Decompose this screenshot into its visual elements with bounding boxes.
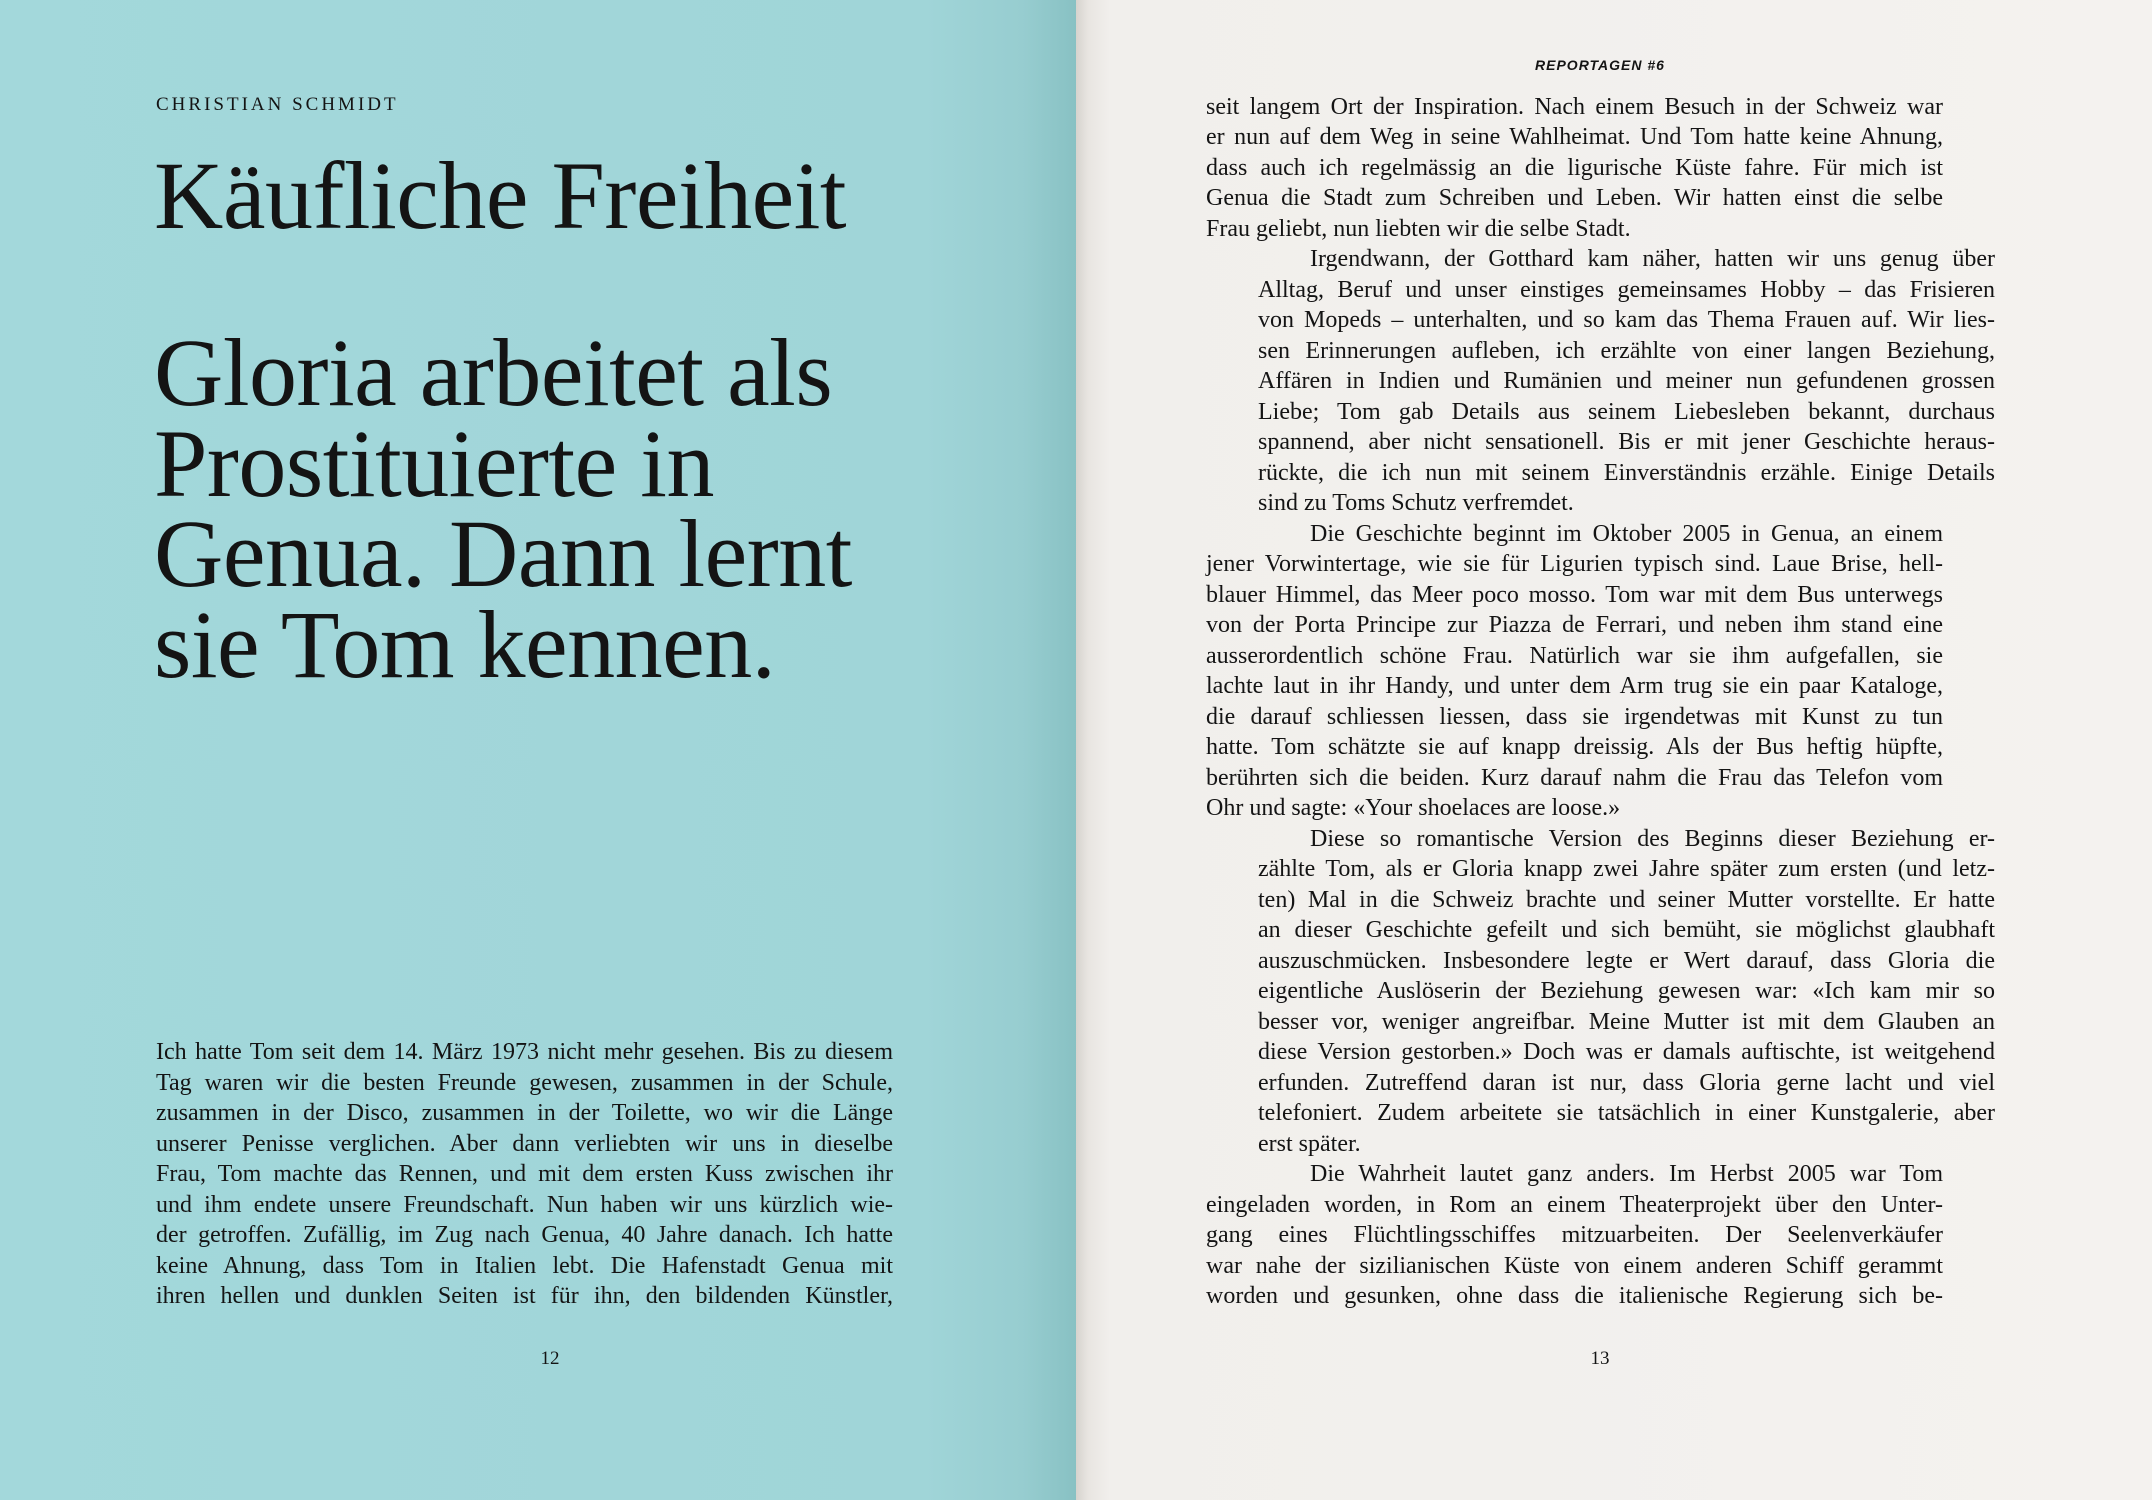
text-line: Alltag, Beruf und unser einstiges gemeinsames Hobby – das Frisieren — [1258, 276, 1995, 303]
paragraph — [156, 1037, 893, 1312]
lead-line: Prostituierte in — [154, 409, 714, 517]
text-line: der getroffen. Zufällig, im Zug nach Genua, 40 Jahre danach. Ich hatte — [156, 1222, 893, 1248]
text-line: erfunden. Zutreffend daran ist nur, dass Gloria gerne lacht und viel — [1258, 1069, 1995, 1096]
text-line: blauer Himmel, das Meer poco mosso. Tom war mit dem Bus unterwegs — [1206, 581, 1943, 608]
text-line: eigentliche Auslöserin der Beziehung gewesen war: «Ich kam mir so — [1258, 978, 1995, 1004]
text-line: er nun auf dem Weg in seine Wahlheimat. Und Tom hatte keine Ahnung, — [1206, 124, 1943, 150]
text-line: Frau, Tom machte das Rennen, und mit dem ersten Kuss zwischen ihr — [156, 1161, 893, 1187]
text-line: sen Erinnerungen aufleben, ich erzählte von einer langen Beziehung, — [1258, 337, 1995, 364]
text-line: telefoniert. Zudem arbeitete sie tatsächlich in einer Kunstgalerie, aber — [1258, 1100, 1995, 1126]
lead-line: Gloria arbeitet als — [154, 319, 833, 426]
text-line: ten) Mal in die Schweiz brachte und seiner Mutter vorstellte. Er hatte — [1258, 886, 1995, 913]
text-line: unserer Penisse verglichen. Aber dann verliebten wir uns in dieselbe — [156, 1130, 893, 1157]
lead-line: sie Tom kennen. — [154, 590, 776, 698]
page-number-left: 12 — [540, 1348, 560, 1369]
text-line: berührten sich die beiden. Kurz darauf nahm die Frau das Telefon vom — [1206, 764, 1943, 791]
text-line: Ohr und sagte: «Your shoelaces are loose.» — [1206, 795, 1621, 821]
text-line: besser vor, weniger angreifbar. Meine Mutter ist mit dem Glauben an — [1258, 1008, 1995, 1035]
text-line: Liebe; Tom gab Details aus seinem Liebesleben bekannt, durchaus — [1258, 398, 1995, 425]
text-line: Diese so romantische Version des Beginns dieser Beziehung er- — [1310, 825, 1995, 852]
text-line: Tag waren wir die besten Freunde gewesen, zusammen in der Schule, — [156, 1069, 893, 1096]
text-line: die darauf schliessen liessen, dass sie irgendetwas mit Kunst zu tun — [1206, 703, 1943, 730]
text-line: auszuschmücken. Insbesondere legte er Wert darauf, dass Gloria die — [1258, 947, 1995, 974]
body-text — [156, 1037, 893, 1312]
page-number-right: 13 — [1590, 1348, 1610, 1369]
paragraph — [1206, 1159, 1943, 1312]
article-lead — [154, 319, 852, 698]
text-line: Die Wahrheit lautet ganz anders. Im Herbst 2005 war Tom — [1310, 1161, 1943, 1187]
right-page — [1076, 0, 2152, 1500]
paragraph — [1258, 824, 1995, 1160]
text-line: erst später. — [1258, 1130, 1361, 1157]
text-line: von Mopeds – unterhalten, und so kam das Thema Frauen auf. Wir lies- — [1258, 307, 1995, 333]
text-line: rückte, die ich nun mit seinem Einverständnis erzähle. Einige Details — [1258, 459, 1995, 486]
text-line: sind zu Toms Schutz verfremdet. — [1258, 490, 1574, 516]
paragraph — [1258, 244, 1995, 519]
text-line: seit langem Ort der Inspiration. Nach einem Besuch in der Schweiz war — [1206, 93, 1943, 120]
text-line: spannend, aber nicht sensationell. Bis er mit jener Geschichte heraus- — [1258, 429, 1995, 455]
text-line: hatte. Tom schätzte sie auf knapp dreissig. Als der Bus heftig hüpfte, — [1206, 734, 1943, 760]
paragraph — [1206, 92, 1943, 245]
text-line: zusammen in der Disco, zusammen in der Toilette, wo wir die Länge — [156, 1100, 893, 1126]
text-line: Affären in Indien und Rumänien und meiner nun gefundenen grossen — [1258, 368, 1995, 394]
paragraph — [1206, 519, 1943, 824]
text-line: und ihm endete unsere Freundschaft. Nun haben wir uns kürzlich wie- — [156, 1191, 893, 1218]
text-line: Irgendwann, der Gotthard kam näher, hatten wir uns genug über — [1310, 246, 1995, 272]
text-line: worden und gesunken, ohne dass die italienische Regierung sich be- — [1206, 1283, 1943, 1309]
text-line: Frau geliebt, nun liebten wir die selbe Stadt. — [1206, 215, 1631, 242]
text-line: jener Vorwintertage, wie sie für Ligurien typisch sind. Laue Brise, hell- — [1206, 551, 1943, 577]
text-line: an dieser Geschichte gefeilt und sich bemüht, sie möglichst glaubhaft — [1258, 917, 1995, 943]
text-line: dass auch ich regelmässig an die ligurische Küste fahre. Für mich ist — [1206, 154, 1943, 181]
text-line: Die Geschichte beginnt im Oktober 2005 in Genua, an einem — [1310, 520, 1943, 547]
text-line: ihren hellen und dunklen Seiten ist für ihn, den bildenden Künstler, — [156, 1283, 893, 1309]
text-line: Ich hatte Tom seit dem 14. März 1973 nicht mehr gesehen. Bis zu diesem — [156, 1039, 893, 1065]
text-line: gang eines Flüchtlingsschiffes mitzuarbeiten. Der Seelenverkäufer — [1206, 1222, 1943, 1248]
lead-line: Genua. Dann lernt — [154, 500, 852, 608]
body-text — [1206, 92, 1995, 1312]
text-line: ausserordentlich schöne Frau. Natürlich war sie ihm aufgefallen, sie — [1206, 642, 1943, 669]
text-line: diese Version gestorben.» Doch was er damals auftischte, ist weitgehend — [1258, 1039, 1995, 1065]
text-line: keine Ahnung, dass Tom in Italien lebt. Die Hafenstadt Genua mit — [156, 1252, 893, 1279]
author-name: CHRISTIAN SCHMIDT — [156, 94, 399, 115]
text-line: von der Porta Principe zur Piazza de Ferrari, und neben ihm stand eine — [1206, 612, 1943, 638]
running-head: REPORTAGEN #6 — [1535, 57, 1665, 73]
text-line: lachte laut in ihr Handy, und unter dem Arm trug sie ein paar Kataloge, — [1206, 673, 1943, 699]
text-line: zählte Tom, als er Gloria knapp zwei Jahre später zum ersten (und letz- — [1258, 856, 1995, 882]
text-line: eingeladen worden, in Rom an einem Theaterprojekt über den Unter- — [1206, 1191, 1943, 1218]
text-line: war nahe der sizilianischen Küste von einem anderen Schiff gerammt — [1206, 1252, 1943, 1279]
text-line: Genua die Stadt zum Schreiben und Leben. Wir hatten einst die selbe — [1206, 185, 1943, 211]
article-title: Käufliche Freiheit — [154, 142, 847, 249]
